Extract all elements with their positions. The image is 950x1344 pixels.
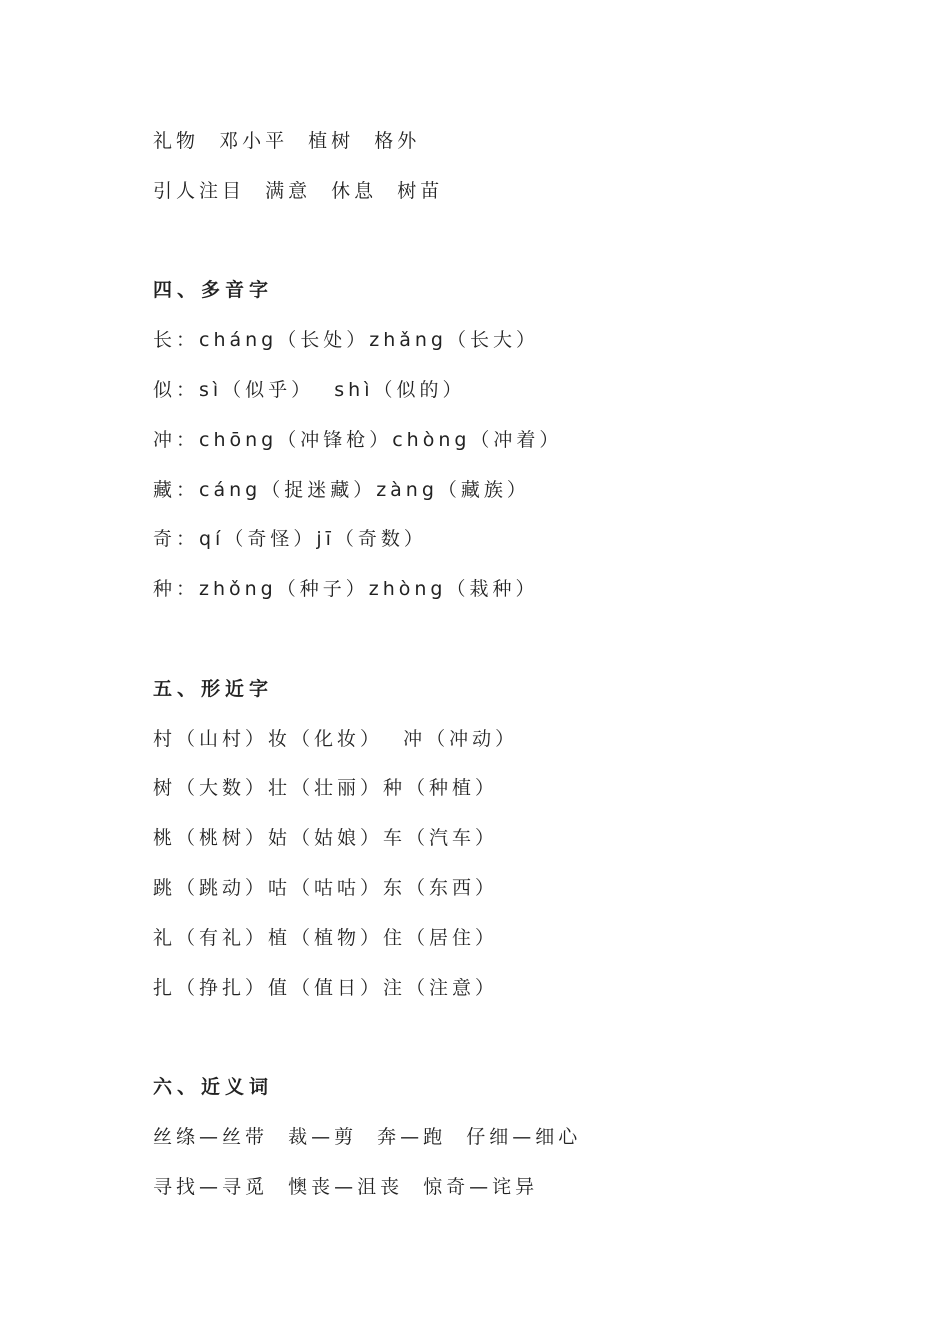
synonyms-section	[153, 1063, 913, 1212]
polyphonic-line: 种：zhǒng（种子）zhòng（栽种）	[153, 578, 539, 601]
synonyms-line: 丝绦—丝带 裁—剪 奔—跑 仔细—细心	[153, 1125, 582, 1148]
similar-characters-line: 村（山村）妆（化妆） 冲（冲动）	[153, 727, 519, 750]
similar-characters-line: 扎（挣扎）值（值日）注（注意）	[153, 976, 499, 999]
synonyms-line: 寻找—寻觅 懊丧—沮丧 惊奇—诧异	[153, 1175, 539, 1198]
section-spacer	[153, 1013, 913, 1063]
section-spacer	[153, 217, 913, 267]
section-heading-similar-characters: 五、形近字	[153, 677, 274, 700]
similar-characters-line: 跳（跳动）咕（咕咕）东（东西）	[153, 876, 499, 899]
vocabulary-line: 引人注目 满意 休息 树苗	[153, 179, 444, 202]
document-page	[153, 117, 913, 1213]
section-heading-polyphonic: 四、多音字	[153, 279, 274, 302]
polyphonic-line: 藏：cáng（捉迷藏）zàng（藏族）	[153, 478, 530, 501]
vocabulary-section	[153, 117, 913, 217]
polyphonic-line: 长：cháng（长处）zhǎng（长大）	[153, 329, 539, 352]
similar-characters-section	[153, 665, 913, 1014]
polyphonic-section	[153, 266, 913, 615]
polyphonic-line: 奇：qí（奇怪）jī（奇数）	[153, 528, 427, 551]
similar-characters-line: 桃（桃树）姑（姑娘）车（汽车）	[153, 827, 499, 850]
similar-characters-line: 树（大数）壮（壮丽）种（种植）	[153, 777, 499, 800]
vocabulary-line: 礼物 邓小平 植树 格外	[153, 130, 421, 152]
section-spacer	[153, 615, 913, 665]
polyphonic-line: 冲：chōng（冲锋枪）chòng（冲着）	[153, 428, 563, 451]
similar-characters-line: 礼（有礼）植（植物）住（居住）	[153, 926, 499, 949]
polyphonic-line: 似：sì（似乎） shì（似的）	[153, 378, 466, 401]
section-heading-synonyms: 六、近义词	[153, 1076, 274, 1099]
